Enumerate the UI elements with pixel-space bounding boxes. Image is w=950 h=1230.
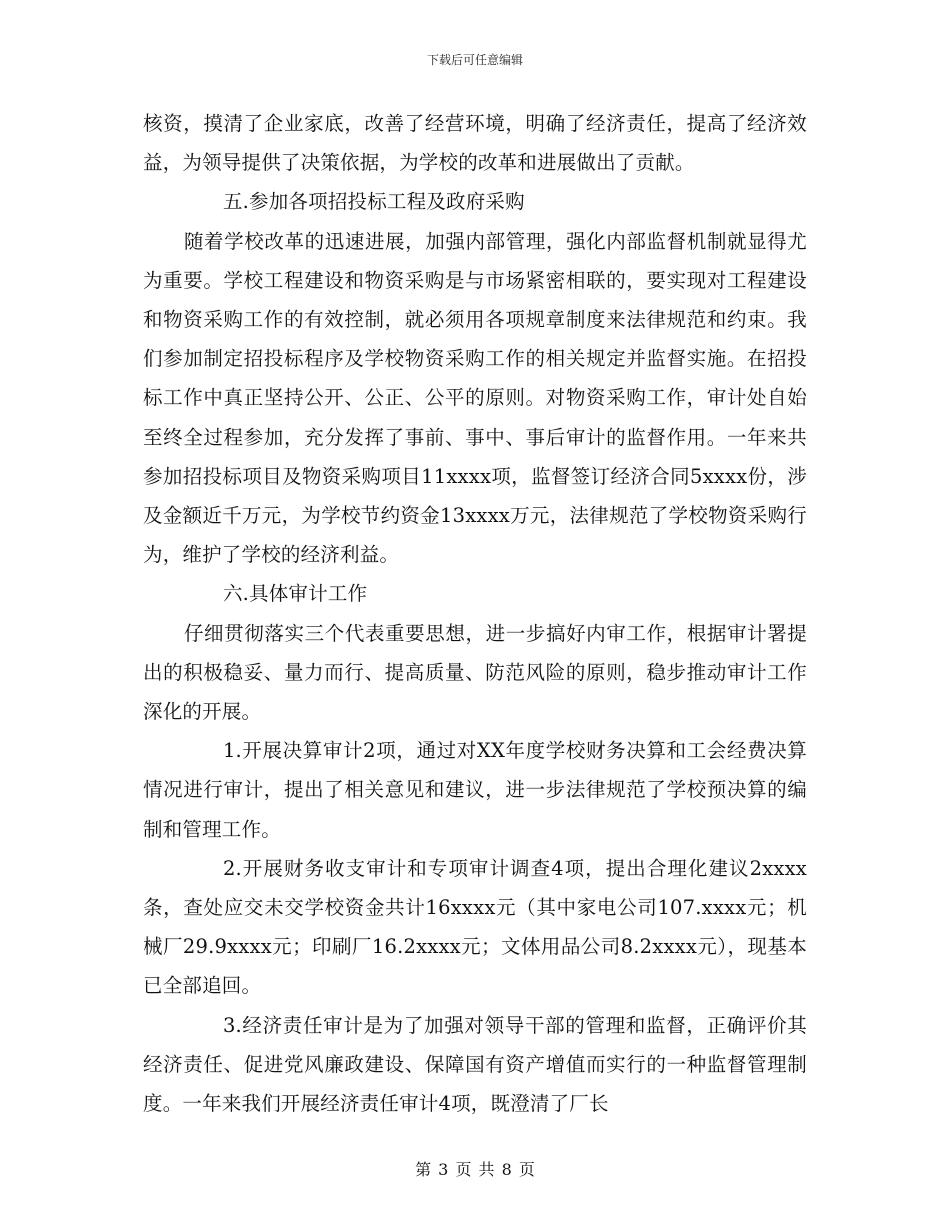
list-item-1: 1.开展决算审计2项，通过对XX年度学校财务决算和工会经费决算情况进行审计，提出了相关意见和建议，进一步法律规范了学校预决算的编制和管理工作。	[143, 739, 807, 841]
section-heading-5: 五.参加各项招投标工程及政府采购	[222, 190, 525, 214]
paragraph-audit-intro: 仔细贯彻落实三个代表重要思想，进一步搞好内审工作，根据审计署提出的积极稳妥、量力而行、提高质量、防范风险的原则，稳步推动审计工作深化的开展。	[143, 621, 807, 724]
section-heading-6: 六.具体审计工作	[222, 582, 368, 606]
page-footer: 第 3 页 共 8 页	[415, 1160, 535, 1179]
page-header: 下载后可任意编辑	[426, 53, 523, 67]
list-item-2: 2.开展财务收支审计和专项审计调查4项，提出合理化建议2xxxx条，查处应交未交学校资金共计16xxxx元（其中家电公司107.xxxx元；机械厂29.9xxxx元；印刷厂16.2xxxx元；文体用品公司8.2xxxx元），现基本已全部追回。	[143, 856, 807, 998]
paragraph-bidding: 随着学校改革的迅速进展，加强内部管理，强化内部监督机制就显得尤为重要。学校工程建设和物资采购是与市场紧密相联的，要实现对工程建设和物资采购工作的有效控制，就必须用各项规章制度来法律规范和约束。我们参加制定招投标程序及学校物资采购工作的相关规定并监督实施。在招投标工作中真正坚持公开、公正、公平的原则。对物资采购工作，审计处自始至终全过程参加，充分发挥了事前、事中、事后审计的监督作用。一年来共参加招投标项目及物资采购项目11xxxx项，监督签订经济合同5xxxx份，涉及金额近千万元，为学校节约资金13xxxx万元，法律规范了学校物资采购行为，维护了学校的经济利益。	[143, 229, 807, 567]
list-item-3: 3.经济责任审计是为了加强对领导干部的管理和监督，正确评价其经济责任、促进党风廉政建设、保障国有资产增值而实行的一种监督管理制度。一年来我们开展经济责任审计4项，既澄清了厂长	[143, 1013, 807, 1116]
document-body	[143, 104, 807, 1123]
paragraph-continuation: 核资，摸清了企业家底，改善了经营环境，明确了经济责任，提高了经济效益，为领导提供了决策依据，为学校的改革和进展做出了贡献。	[143, 112, 807, 175]
